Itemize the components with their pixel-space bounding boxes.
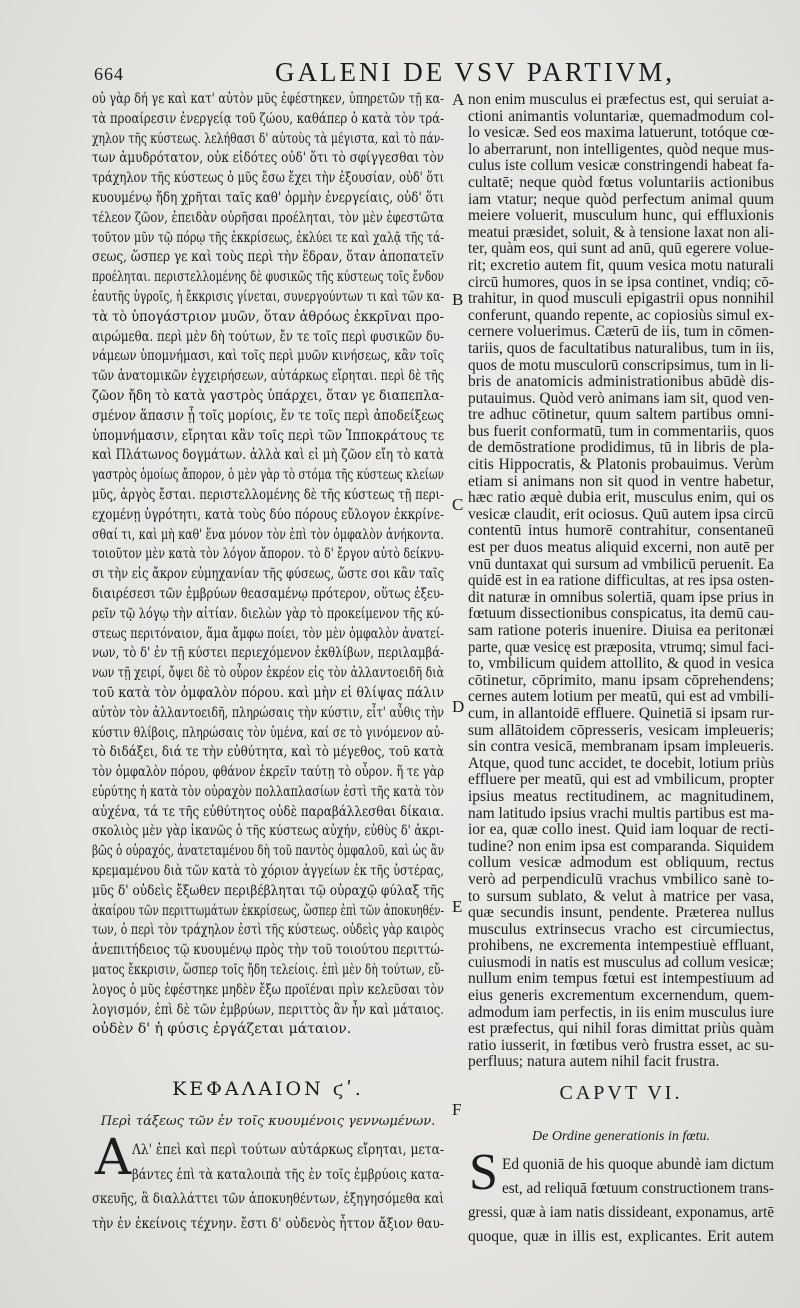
latin-text-line-text: sam ratione poteris inuenire. Diuisa ea peritonæi	[468, 622, 774, 639]
margin-letter-e: E	[452, 897, 463, 916]
greek-chapter-line-text: τὴν ἐν ἐκείνοις τέχνην. ἔστι δ' οὐδενὸς ἧττον ἄξιον θαυ-	[92, 1215, 444, 1232]
greek-text-line-text: ὑπομνήμασιν, εἴρηται κἂν τοῖς περὶ τῶν Ἱπποκράτους τε	[92, 427, 445, 444]
latin-text-line	[468, 523, 774, 540]
latin-text-line-text: to sursum sublato, & velut à matrice per vasa,	[468, 887, 775, 905]
latin-chapter-line	[502, 1153, 774, 1177]
latin-text-line-text: tariis, quos de facultatibus naturalibus, tum in iis,	[468, 339, 774, 357]
latin-text-line	[468, 706, 774, 723]
latin-text-line	[468, 374, 774, 391]
latin-text-line-text: circū humores, quos in se ipsa continet, vndiq; cō-	[468, 273, 774, 291]
latin-text-line-text: eius generis excrementum excernendum, quem-	[468, 987, 774, 1005]
greek-text-line-text: τοῦτον μῦν τῷ πόρῳ τῆς ἐκκρίσεως, ἐκλύει τε καὶ χαλᾷ τῆς τά-	[92, 229, 445, 246]
greek-text-line	[92, 130, 444, 150]
greek-text-line	[92, 921, 444, 941]
greek-text-line-text: μῦς δ' οὐδεὶς ἔξωθεν περιβέβληται τῷ οὐραχῷ φύλαξ τῆς	[92, 882, 445, 899]
latin-text-line-text: sin contra vesicā, membranam ipsam impleueris.	[468, 738, 774, 756]
latin-text-line	[468, 440, 774, 457]
latin-text-line	[468, 971, 774, 988]
latin-text-line	[468, 640, 774, 657]
greek-text-line-text: χηλον τῆς κύστεως. λελήθασι δ' αὐτοὺς τὰ μέγιστα, καὶ τὸ πάν-	[92, 130, 445, 147]
latin-text-line	[468, 988, 774, 1005]
greek-chapter-line-text: Λλ' ἐπεὶ καὶ περὶ τούτων αὐτάρκως εἴρηται, μετα-	[132, 1142, 445, 1158]
latin-text-line-text: verò ad perpendiculū vrachus vmbilico sanè to-	[468, 870, 774, 888]
latin-text-line-text: cernere voluerimus. Cæterū de iis, tum in cōmen-	[468, 323, 774, 341]
greek-text-line	[92, 961, 444, 981]
greek-text-line	[92, 268, 444, 288]
greek-text-line	[92, 842, 444, 862]
greek-text-line	[92, 902, 444, 922]
latin-text-line-text: contentū intus humorē contrahitur, consentaneū	[468, 522, 774, 540]
greek-text-line	[92, 941, 444, 961]
latin-text-line	[468, 1005, 774, 1022]
latin-text-line	[468, 175, 774, 192]
greek-text-line	[92, 308, 444, 328]
latin-text-line-text: bris de anatomicis administrationibus abūdè dis-	[468, 373, 774, 391]
latin-text-line-text: sum allātoidem cōpresseris, vesicam impleueris;	[468, 721, 774, 739]
latin-text-line	[468, 324, 774, 341]
greek-text-line	[92, 367, 444, 387]
greek-text-line-text: νων τῇ χειρί, ὄψει δὲ τὸ οὖρον ἐκρέον εἰς τὸν ἀλλαντοειδῆ διὰ	[92, 665, 445, 682]
greek-text-line-text: αὐτὸν τὸν ἀλλαντοειδῆ, πληρώσαις τὴν κύστιν, εἶτ' αὖθις τὴν	[92, 704, 444, 721]
latin-text-line-text: trahitur, in quod musculi epigastrii opus nonnihil	[468, 290, 775, 308]
latin-chapter-line	[468, 1225, 774, 1249]
latin-text-line	[468, 938, 774, 955]
latin-text-line-text: de demōstratione prodidimus, tū in libris de pla-	[468, 439, 774, 457]
greek-text-line	[92, 644, 444, 664]
greek-chapter-line-text: βάντες ἐπὶ τὰ καταλοιπὰ τῆς ἐν τοῖς ἐμβρύοις κατα-	[132, 1166, 444, 1183]
greek-text-line-text: τοιοῦτον μὲν κατὰ τὸν λόγον ἄπορον. τὸ δ' ἔργον αὐτὸ δείκνυ-	[92, 546, 445, 563]
latin-text-line-text: hæc ratio æquè dubia erit, musculus enim, qui os	[468, 489, 775, 507]
latin-text-line	[468, 158, 774, 175]
greek-text-line-text: κυουμένῳ ἤδη χρῆται ταῖς καθ' ὁρμὴν ἐνεργείαις, οὐδ' ὅτι	[92, 189, 444, 206]
latin-text-line	[468, 590, 774, 607]
latin-chapter-heading: CAPVT VI.	[559, 1082, 683, 1104]
latin-text-line-text: cōtinetur, cōprimito, manu ipsam cōprehendens;	[468, 671, 775, 689]
latin-text-line-text: cuiusmodi in natis est musculus ad collum vesicæ;	[468, 953, 775, 971]
greek-chapter-line	[132, 1163, 444, 1188]
greek-text-line-text: ἑαυτῆς ὑγροῖς, ἡ ἔκκρισις γίνεται, συνεργούντων τι καὶ τῶν κα-	[92, 288, 444, 305]
latin-text-column	[468, 92, 774, 1071]
latin-text-line-text: effluere per meatū, qui est ad vmbilicum, propter	[468, 771, 774, 789]
latin-text-line	[468, 839, 774, 856]
greek-text-line-text: νων, τὸ δ' ἐν τῇ κύστει περιεχόμενον ἐκθλίβων, περιλαμβά-	[92, 645, 445, 662]
greek-chapter-line-text: σκευῆς, ἃ διαλλάττει τῶν ἀποκυηθέντων, ἐξηγησόμεθα καὶ	[92, 1191, 444, 1207]
greek-text-line-text: καὶ Πλάτωνος δογμάτων. ἀλλὰ καὶ εἰ μὴ ζῶον εἴη τὸ κατὰ	[92, 447, 445, 464]
latin-text-line	[468, 1021, 774, 1038]
greek-text-line	[92, 209, 444, 229]
greek-text-line-text: αὐχένα, τά τε τῆς εὐθύτητος οὐδὲ παραβάλλεσθαι δίκαια.	[92, 803, 444, 820]
greek-text-line	[92, 585, 444, 605]
latin-text-line	[468, 192, 774, 209]
latin-text-line	[468, 557, 774, 574]
greek-chapter-paragraph	[92, 1138, 444, 1236]
margin-letter-f: F	[452, 1100, 462, 1119]
latin-text-line	[468, 109, 774, 126]
greek-text-line-text: των, ὁ περὶ τὸν τράχηλον ἐστὶ τῆς κύστεως. οὐδεὶς γὰρ καιρὸς	[92, 922, 445, 939]
latin-text-line-text: musculus extrinsecus vracho est circumiectus,	[468, 920, 774, 938]
latin-text-line-text: culus iste collum vesicæ constringendi habeat fa-	[468, 157, 775, 175]
greek-text-line-text: ἀκαίρου τῶν περιττωμάτων ἐκκρίσεως, ὥσπερ ἐπὶ τῶν ἀποκυηθέν-	[92, 902, 444, 919]
latin-chapter-line-text: quoque, quæ in illis est, explicantes. Erit autem	[468, 1228, 774, 1245]
latin-text-line-text: vesicæ claudit, erit ociosus. Quū autem ipsa circū	[468, 505, 774, 523]
latin-text-line-text: dit naturæ in omnibus solertiā, quam ipse prius in	[468, 588, 774, 606]
greek-text-line-text: σμένον ἅπασιν ᾖ τοῖς μορίοις, ἔν τε τοῖς περὶ ἀποδείξεως	[92, 407, 445, 424]
latin-text-line	[468, 457, 774, 474]
greek-chapter-heading: ΚΕΦΑΛΑΙΟΝ ϛʹ.	[172, 1078, 364, 1100]
greek-text-line	[92, 803, 444, 823]
latin-text-line	[468, 1038, 774, 1055]
greek-text-line-text: βῶς ὁ οὐραχός, ἀνατεταμένου δὴ τοῦ παντὸς ὀμφαλοῦ, καὶ ὡς ἂν	[92, 843, 445, 860]
greek-text-line	[92, 684, 444, 704]
latin-text-line	[468, 407, 774, 424]
greek-text-line-text: σκολιὸς μὲν γὰρ ἱκανῶς ὁ τῆς κύστεως αὐχήν, εὐθὺς δ' ἀκρι-	[92, 823, 444, 840]
latin-text-line-text: ipsius meatus rectitudinem, ac magnitudinem,	[468, 787, 775, 805]
latin-text-line-text: cum, in allantoidē effluere. Quinetiā si ipsam rur-	[468, 704, 774, 722]
latin-text-line	[468, 756, 774, 773]
greek-text-line	[92, 90, 444, 110]
greek-chapter-line	[132, 1138, 444, 1163]
latin-text-line-text: quos de motu musculorū conscripsimus, tum in li-	[468, 356, 774, 374]
latin-text-line	[468, 689, 774, 706]
latin-text-line	[468, 673, 774, 690]
greek-text-line-text: κρεμαμένου διὰ τῶν κατὰ τὸ χόριον ἀγγείων ἐκ τῆς ὑστέρας,	[92, 863, 444, 880]
greek-text-line	[92, 248, 444, 268]
greek-text-line-text: τοῦ κατὰ τὸν ὀμφαλὸν πόρου. καὶ μὴν εἰ θλίψας πάλιν	[92, 684, 445, 701]
greek-text-line	[92, 466, 444, 486]
greek-text-line-text: μῦς, ἀργὸς ἔσται. περιστελλομένης δὲ τῆς κύστεως τῇ περι-	[92, 486, 445, 503]
greek-text-line-text: τὸ διδάξει, διά τε τὴν εὐθύτητα, καὶ τὸ μέγεθος, τοῦ κατὰ	[92, 744, 444, 761]
greek-text-line	[92, 743, 444, 763]
greek-text-line-text: σθαί τι, καὶ μὴ καθ' ἕνα μόνον τὸν ἐπὶ τὸν ὀμφαλὸν ἀνήκοντα.	[92, 526, 444, 543]
greek-text-line-text: λογος ὁ μῦς ἐφέστηκε μηδὲν ἔξω προϊέναι πρὶν κελεῦσαι τὸν	[92, 981, 444, 998]
latin-text-line	[468, 125, 774, 142]
latin-text-line-text: putauimus. Quòd verò animans iam sit, quod ven-	[468, 389, 775, 407]
latin-text-line	[468, 92, 774, 109]
latin-text-line-text: est per duos meatus aliquid excerni, non autē per	[468, 539, 775, 557]
greek-text-line	[92, 526, 444, 546]
greek-text-line	[92, 328, 444, 348]
greek-text-line	[92, 288, 444, 308]
latin-text-line	[468, 606, 774, 623]
latin-chapter-paragraph	[468, 1153, 774, 1249]
latin-text-line-text: non enim musculus ei præfectus est, qui seruiat a-	[468, 91, 774, 108]
greek-chapter-line	[92, 1187, 444, 1212]
greek-text-line-text: τῶν ἀνατομικῶν ἐγχειρήσεων, αὐτάρκως εἴρηται. περὶ δὲ τῆς	[92, 368, 445, 385]
margin-letter-d: D	[452, 697, 465, 716]
latin-text-line-text: admodum iam perfectis, in iis enim musculus iure	[468, 1003, 774, 1021]
latin-text-line-text: fœtuum dissectionibus conspicatus, ita demū cau-	[468, 605, 774, 623]
greek-text-line	[92, 822, 444, 842]
latin-text-line-text: cultatē; neque quòd fœtus voluntariis actionibus	[468, 173, 775, 191]
greek-text-line	[92, 189, 444, 209]
greek-text-line-text: εχομένῃ ὑγρότητι, κατὰ τοὺς δύο πόρους εὔλογον ἐκκρίνε-	[92, 506, 445, 523]
latin-text-line	[468, 855, 774, 872]
latin-text-line-text: meiere voluerit, musculum hunc, qui effluxionis	[468, 207, 774, 225]
latin-text-line-text: prohibens, ne excrementa intempestiuè effluant,	[468, 937, 774, 955]
greek-text-line	[92, 704, 444, 724]
greek-text-line	[92, 625, 444, 645]
latin-text-line	[468, 955, 774, 972]
greek-text-line	[92, 149, 444, 169]
latin-text-line	[468, 358, 774, 375]
latin-chapter-line	[502, 1177, 774, 1201]
latin-text-line	[468, 490, 774, 507]
greek-text-line-text: τὰ τὸ ὑπογάστριον μυῶν, ὅταν ἀθρόως ἐκκρῖναι προ-	[92, 308, 445, 325]
latin-text-line	[468, 208, 774, 225]
greek-text-line	[92, 486, 444, 506]
latin-text-line	[468, 739, 774, 756]
greek-text-line-text: τράχηλον τῆς κύστεως ὁ μῦς ἔσω ἔχει τὴν ἐξουσίαν, οὐδ' ὅτι	[92, 170, 444, 187]
greek-text-line-text: εὐρύτης ἡ κατὰ τὸν οὐραχὸν πολλαπλασίων ἐστὶ τῆς κατὰ τὸν	[92, 783, 444, 800]
margin-letter-b: B	[452, 290, 464, 309]
greek-text-line-text: ρεῖν τῷ λόγῳ τὴν αἰτίαν. διελὼν γὰρ τὸ προκείμενον τῆς κύ-	[92, 605, 444, 622]
latin-text-line	[468, 623, 774, 640]
latin-text-line	[468, 922, 774, 939]
latin-chapter-line-text: Ed quoniā de his quoque abundè iam dictum	[502, 1156, 774, 1173]
latin-text-line-text: meatui præsidet, soluit, & à tensione laxat non ali-	[468, 223, 774, 241]
greek-text-line-text: στεως περιτόναιον, ἅμα ἄμφω ποίει, τὸν μὲν ὀμφαλὸν ἀνατεί-	[92, 625, 445, 642]
latin-text-line-text: vnū duntaxat qui sursum ad vmbilicū peruenit. Ea	[468, 555, 774, 573]
greek-text-line-text: των ἀμυδρότατον, οὐκ εἰδότες οὐδ' ὅτι τὸ σφίγγεσθαι τὸν	[92, 150, 445, 167]
greek-text-line	[92, 169, 444, 189]
latin-text-line	[468, 723, 774, 740]
latin-text-line-text: cernes autem lotium per meatū, qui est ad vmbili-	[468, 688, 775, 706]
latin-text-line	[468, 258, 774, 275]
latin-text-line-text: quidē est in ea ratione difficultas, at res ipsa osten-	[468, 572, 775, 590]
greek-text-line-text: σι τὴν εἰς ἄκρον εὐμηχανίαν τῆς φύσεως, ὥστε σοι κἂν ταῖς	[92, 566, 445, 583]
latin-text-line	[468, 341, 774, 358]
greek-text-line	[92, 882, 444, 902]
latin-text-line-text: ctioni animantis voluntariæ, quemadmodum col-	[468, 107, 775, 125]
greek-text-line-text: διαιρέσεσι τῶν ἐμβρύων θεασαμένῳ πρότερον, οὕτως ἐξευ-	[92, 585, 444, 602]
latin-chapter-line	[468, 1201, 774, 1225]
latin-text-line	[468, 656, 774, 673]
latin-text-line-text: tudine? non enim ipsa est comparanda. Siquidem	[468, 837, 775, 855]
latin-text-line	[468, 789, 774, 806]
latin-text-line-text: est præfectus, qui nihil foras dimittat priùs quàm	[468, 1020, 775, 1038]
latin-text-line	[468, 1054, 774, 1071]
greek-chapter-subtitle: Περὶ τάξεως τῶν ἐν τοῖς κυουμένοις γεννωμένων.	[100, 1114, 436, 1129]
latin-text-line	[468, 291, 774, 308]
latin-text-line-text: etiam si animans non sit quod in ventre habetur,	[468, 472, 774, 490]
latin-text-line	[468, 241, 774, 258]
latin-text-line-text: ter, quàm eos, qui sunt ad anū, quū egerere volue-	[468, 240, 774, 258]
greek-text-line	[92, 506, 444, 526]
latin-text-line-text: quæ secundis insunt, pendente. Præterea nullus	[468, 904, 775, 922]
greek-text-line	[92, 565, 444, 585]
greek-text-line	[92, 763, 444, 783]
greek-text-line	[92, 110, 444, 130]
greek-text-line	[92, 1001, 444, 1021]
greek-text-line	[92, 981, 444, 1001]
latin-text-line-text: conferunt, quando repente, ac copiosiùs simul ex-	[468, 306, 774, 324]
greek-text-line	[92, 446, 444, 466]
latin-text-line	[468, 275, 774, 292]
greek-text-line	[92, 347, 444, 367]
latin-text-line	[468, 308, 774, 325]
greek-text-line-text: τὸν ὀμφαλὸν πόρου, φθάνον ἐκρεῖν ταύτῃ τὸ οὖρον. ἥ τε γὰρ	[92, 764, 444, 781]
greek-text-line-text: ζῶον ἤδη τὸ κατὰ γαστρὸς ὑπάρχει, ὅταν γε διαπεπλα-	[92, 387, 444, 404]
latin-text-line	[468, 142, 774, 159]
latin-text-line	[468, 822, 774, 839]
latin-text-line-text: iam vtatur; neque quòd perfectum animal quum	[468, 190, 775, 208]
latin-drop-cap: S	[469, 1144, 498, 1201]
latin-text-line-text: lo aberrarunt, non intelligentes, quòd neque mus-	[468, 140, 775, 158]
page-number: 664	[94, 64, 124, 84]
running-title: GALENI DE VSV PARTIVM,	[275, 57, 675, 87]
greek-text-line-text: οὐδὲν δ' ἡ φύσις ἐργάζεται μάταιον.	[92, 1021, 352, 1038]
greek-text-line	[92, 387, 444, 407]
greek-text-line-text: σεως, ὥσπερ γε καὶ τοὺς περὶ τὴν ἕδραν, ὅταν ἀποπατεῖν	[92, 249, 445, 266]
greek-drop-cap: Α	[95, 1128, 132, 1186]
greek-text-line-text: τὰ προαίρεσιν ἐνεργείᾳ τοῦ ζώου, καθάπερ ὁ κατὰ τὸν τρά-	[92, 110, 445, 127]
latin-text-line-text: ratio iusserit, in fœtibus verò frustra esset, ac su-	[468, 1036, 775, 1054]
margin-letter-c: C	[452, 495, 464, 514]
latin-text-line	[468, 889, 774, 906]
greek-text-line	[92, 664, 444, 684]
latin-text-line-text: perfluus; natura autem nihil facit frustra.	[468, 1053, 720, 1071]
greek-text-line	[92, 605, 444, 625]
latin-text-line-text: collum vesicæ admodum est obliquum, rectus	[468, 854, 775, 872]
greek-text-line	[92, 783, 444, 803]
latin-text-line-text: to, vmbilicum quidem attollito, & quod in vesica	[468, 655, 775, 673]
latin-text-line	[468, 540, 774, 557]
greek-text-line-text: προέληται. περιστελλομένης δὲ φυσικῶς τῆς κύστεως τοῖς ἔνδον	[92, 269, 444, 286]
greek-text-column	[92, 90, 444, 1040]
margin-letter-a: A	[452, 90, 465, 109]
greek-text-line-text: αιρώμεθα. περὶ μὲν δὴ τούτων, ἔν τε τοῖς περὶ φυσικῶν δυ-	[92, 328, 445, 345]
greek-text-line-text: νάμεων ὑπομνήμασι, καὶ τοῖς περὶ μυῶν κινήσεως, κἂν τοῖς	[92, 348, 445, 365]
greek-text-line-text: ματος ἔκκρισιν, ὥσπερ τοῖς ἤδη τελείοις. ἐπὶ μὲν δὴ τούτων, εὔ-	[92, 962, 445, 979]
latin-text-line-text: lo vesicæ. Sed eos maxima latuerunt, totóque cœ-	[468, 124, 774, 142]
greek-text-line-text: τέλεον ζῶον, ἐπειδὰν οὐρῆσαι προέληται, τὸν μὲν ἐφεστῶτα	[92, 209, 445, 226]
latin-chapter-subtitle: De Ordine generationis in fœtu.	[532, 1129, 710, 1144]
greek-text-line	[92, 407, 444, 427]
latin-text-line	[468, 905, 774, 922]
greek-text-line-text: γαστρὸς ὁμοίως ἄπορον, ὁ μὲν γὰρ τὸ στόμα τῆς κύστεως κλείων	[92, 467, 444, 484]
greek-text-line-text: ἀνεπιτήδειος τῷ κυουμένῳ πρὸς τὴν τοῦ τοιούτου περιττώ-	[92, 942, 444, 959]
greek-text-line	[92, 427, 444, 447]
greek-text-line	[92, 229, 444, 249]
latin-text-line-text: citis Hippocratis, & Platonis probauimus. Verùm	[468, 456, 775, 474]
latin-text-line-text: ior ea, quæ collo inest. Quid iam loquar de recti-	[468, 821, 775, 839]
latin-text-line-text: bus fuerit conformatū, tum in commentariis, quos	[468, 422, 775, 440]
greek-text-line-text: οὐ γὰρ δή γε καὶ κατ' αὐτὸν μῦς ἐφέστηκεν, ὑπηρετῶν τῇ κα-	[92, 91, 445, 107]
latin-text-line	[468, 573, 774, 590]
latin-text-line-text: tre adhuc cōtinetur, quum saltem partibus omni-	[468, 406, 775, 424]
latin-chapter-line-text: gressi, quæ à iam natis dissideant, exponamus, artē	[468, 1204, 775, 1221]
latin-text-line	[468, 424, 774, 441]
greek-text-line	[92, 545, 444, 565]
latin-text-line	[468, 872, 774, 889]
latin-text-line	[468, 474, 774, 491]
greek-text-line	[92, 862, 444, 882]
greek-text-line-text: λογισμόν, ἐπὶ δὲ τῶν ἐμβρύων, περιττὸς ἂν ἦν καὶ μάταιος.	[92, 1001, 444, 1018]
latin-text-line	[468, 772, 774, 789]
greek-text-line	[92, 1020, 444, 1040]
latin-text-line-text: nullum enim tempus fœtui est intempestiuum ad	[468, 970, 774, 988]
latin-text-line	[468, 225, 774, 242]
latin-text-line	[468, 391, 774, 408]
latin-text-line-text: nam latitudo ipsius vrachi multis partibus est ma-	[468, 804, 775, 822]
greek-chapter-line	[92, 1212, 444, 1237]
latin-text-line-text: Atque, quod tunc accidet, te docebit, lotium priùs	[468, 754, 774, 772]
greek-text-line	[92, 724, 444, 744]
latin-text-line	[468, 806, 774, 823]
latin-text-line-text: parte, quæ vesicę est præposita, vtrumq; simul faci-	[468, 638, 774, 656]
latin-text-line	[468, 507, 774, 524]
latin-text-line-text: rit; excretio autem fit, quum vesica motu naturali	[468, 256, 774, 274]
latin-chapter-line-text: est, ad reliquā fœtuum constructionem trans-	[502, 1180, 774, 1197]
greek-text-line-text: κύστιν θλίβοις, πληρώσαις τὸν ὑμένα, καί σε τὸ γινόμενον αὐ-	[92, 724, 444, 741]
